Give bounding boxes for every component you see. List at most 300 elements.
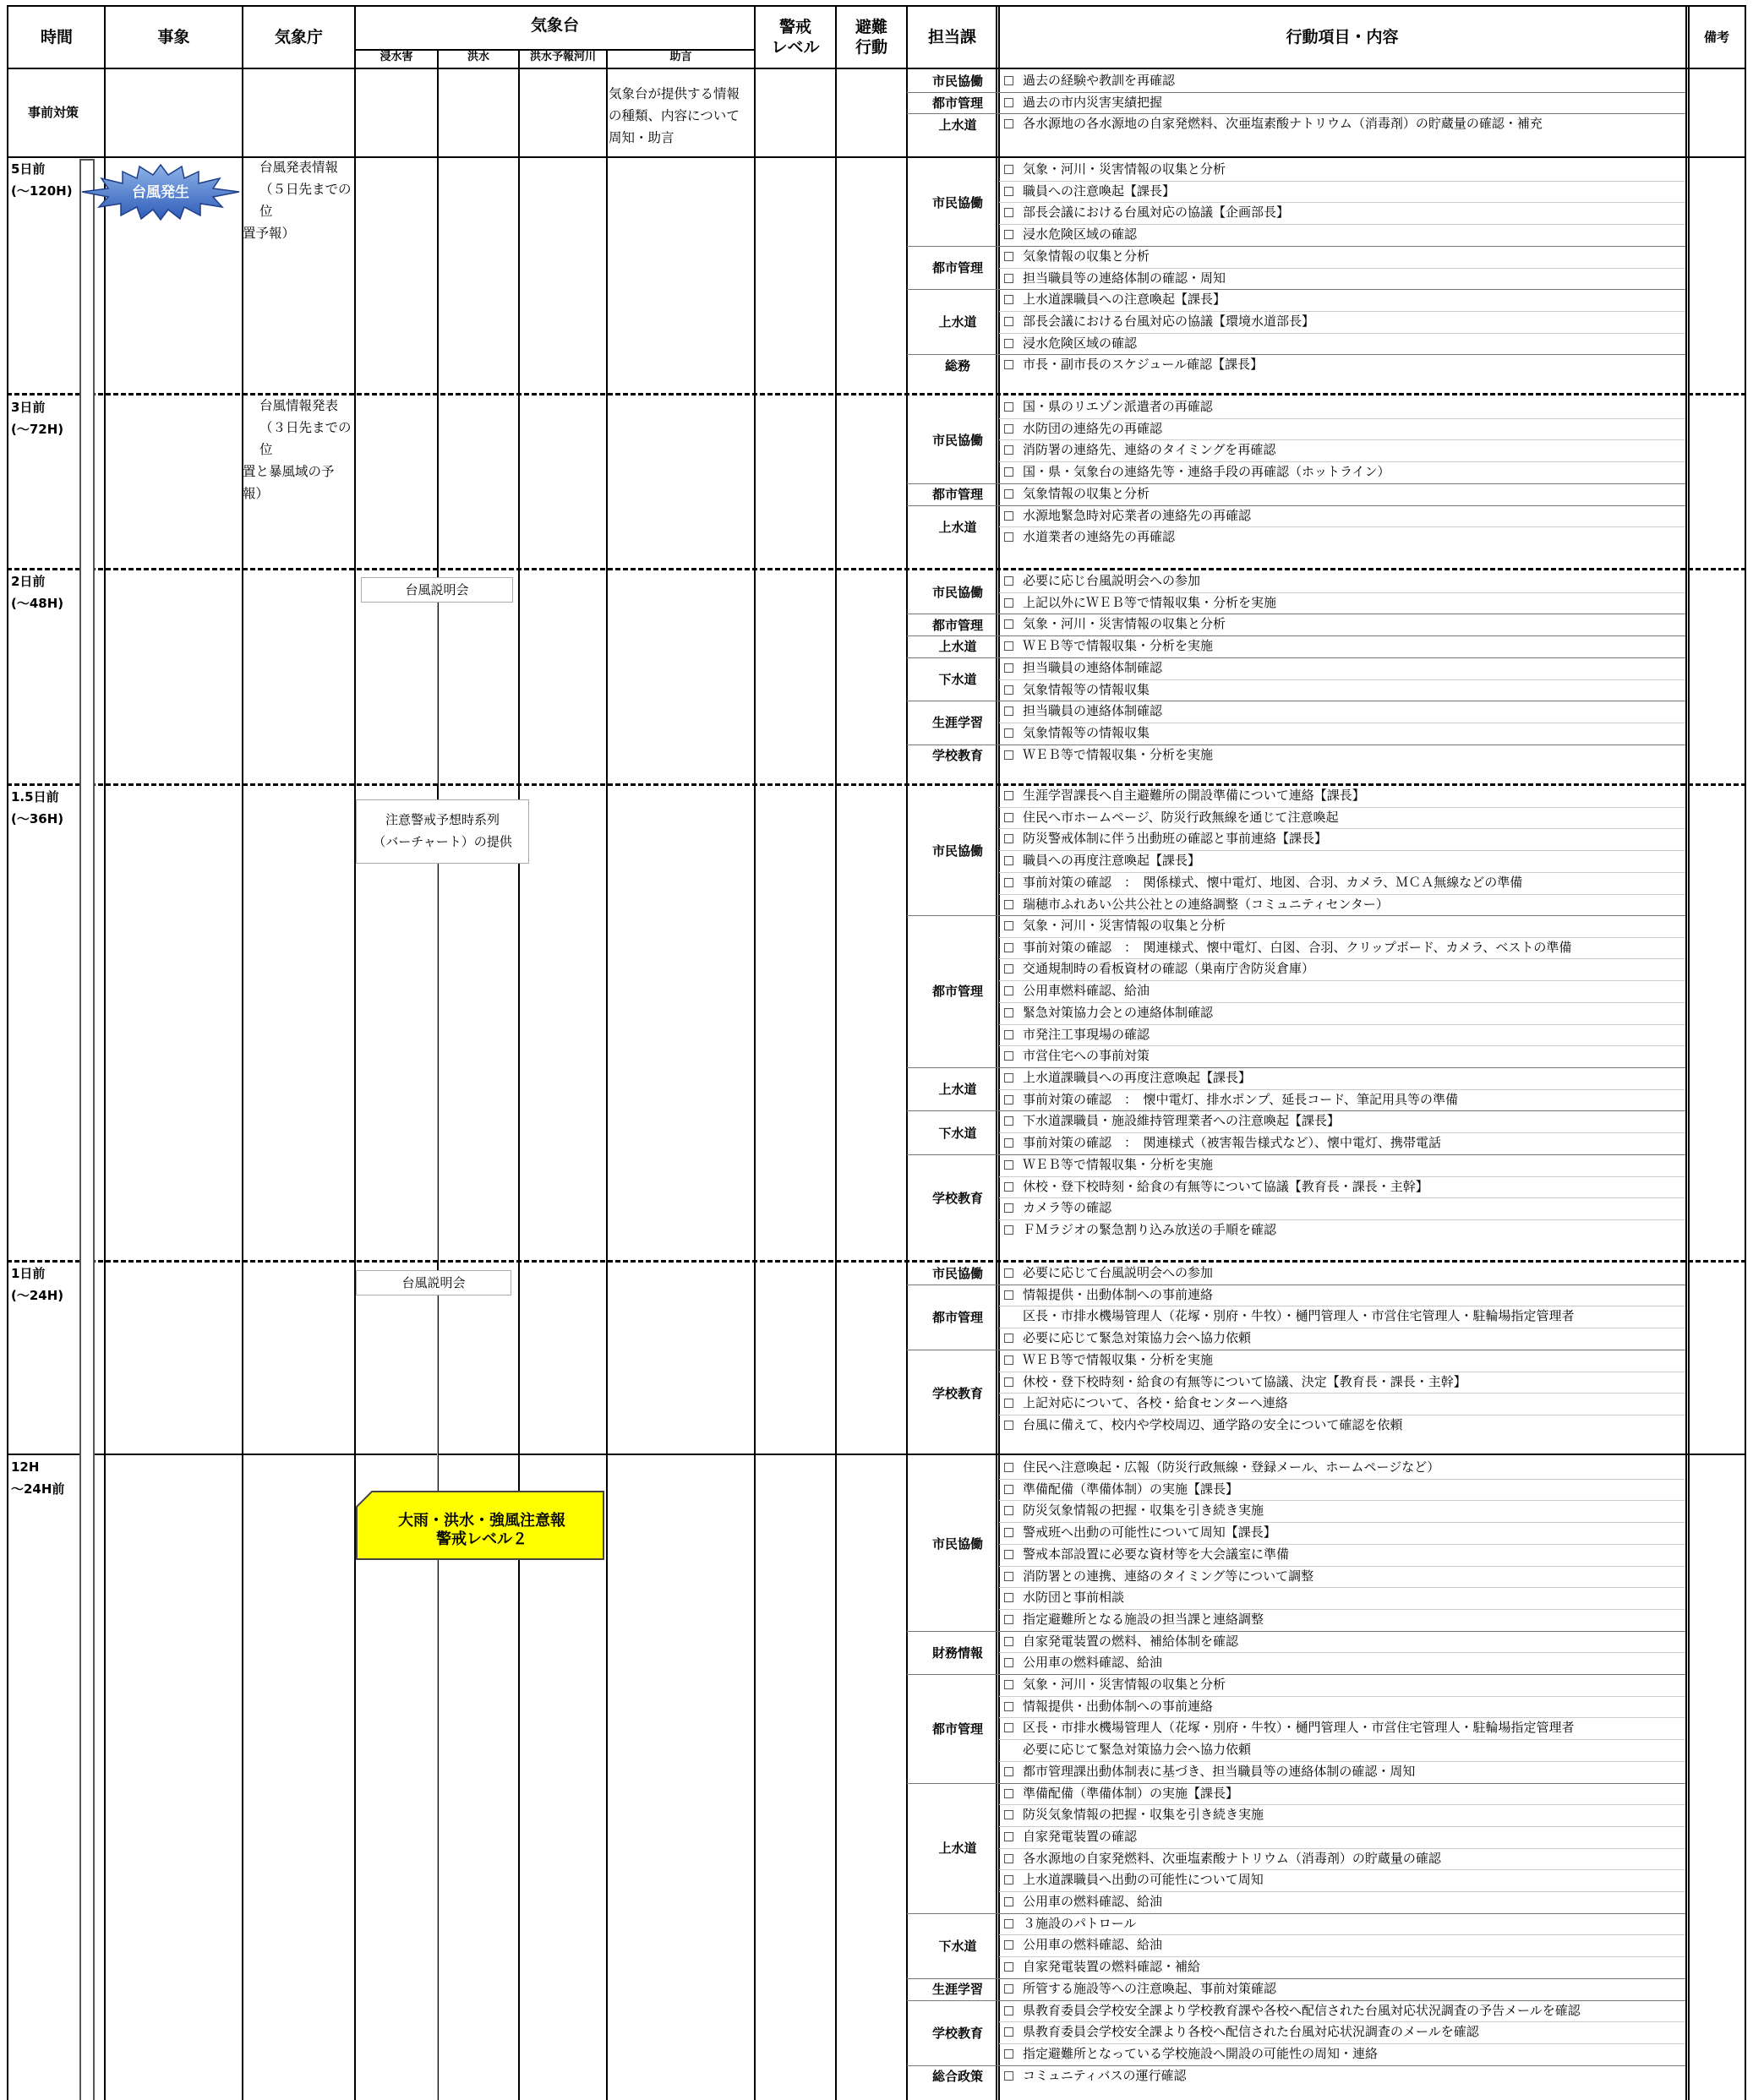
action-item: [999, 1804, 1685, 1826]
checkbox-icon[interactable]: [1004, 1572, 1013, 1581]
action-text: 過去の経験や教訓を再確認: [1023, 73, 1176, 88]
checkbox-icon[interactable]: [1004, 402, 1013, 412]
action-item: [999, 396, 1685, 418]
action-text: 準備配備（準備体制）の実施【課長】: [1023, 1785, 1239, 1801]
action-text: ＦＭラジオの緊急割り込み放送の手順を確認: [1023, 1221, 1277, 1237]
checkbox-icon[interactable]: [1004, 295, 1013, 304]
action-text: 交通規制時の看板資材の確認（巣南庁舎防災倉庫）: [1023, 961, 1315, 977]
department-label: 総合政策: [931, 2068, 983, 2084]
department-label: 上水道: [938, 519, 977, 535]
action-text: カメラ等の確認: [1023, 1200, 1112, 1216]
checkbox-icon[interactable]: [1004, 1225, 1013, 1235]
department-label: 下水道: [938, 1938, 977, 1954]
checkbox-icon[interactable]: [1004, 685, 1013, 695]
action-text: 職員への再度注意喚起【課長】: [1023, 853, 1201, 869]
department-label: 下水道: [938, 671, 977, 687]
checkbox-icon[interactable]: [1004, 1767, 1013, 1776]
action-text: 住民へ注意喚起・広報（防災行政無線・登録メール、ホームページなど）: [1023, 1459, 1440, 1475]
action-item: [999, 937, 1685, 959]
checkbox-icon[interactable]: [1004, 943, 1013, 952]
department-label: 都市管理: [931, 487, 983, 503]
header-divider: [355, 49, 755, 51]
checkbox-icon[interactable]: [1004, 813, 1013, 822]
checkbox-icon[interactable]: [1004, 119, 1013, 128]
checkbox-icon[interactable]: [1004, 2006, 1013, 2015]
department-label: 都市管理: [931, 617, 983, 633]
checkbox-icon[interactable]: [1004, 1051, 1013, 1061]
action-item: [999, 745, 1685, 766]
checkbox-icon[interactable]: [1004, 1658, 1013, 1667]
checkbox-icon[interactable]: [1004, 706, 1013, 716]
action-item: [999, 592, 1685, 614]
jma-line: 置と暴風域の予: [243, 464, 335, 479]
action-item: [999, 657, 1685, 679]
checkbox-icon[interactable]: [1004, 1290, 1013, 1300]
department-label: 学校教育: [931, 747, 983, 763]
action-item: [999, 635, 1685, 657]
checkbox-icon[interactable]: [1004, 98, 1013, 107]
action-item: [999, 526, 1685, 548]
action-item: [999, 1154, 1685, 1176]
checkbox-icon[interactable]: [1004, 1832, 1013, 1841]
checkbox-icon[interactable]: [1004, 1160, 1013, 1170]
action-text: 気象・河川・災害情報の収集と分析: [1023, 161, 1226, 177]
checkbox-icon[interactable]: [1004, 1615, 1013, 1624]
action-text: 事前対策の確認 ： 関連様式（被害報告様式など）、懐中電灯、携帯電話: [1023, 1135, 1442, 1151]
checkbox-icon[interactable]: [1004, 1008, 1013, 1017]
action-item: [999, 311, 1685, 333]
action-item: [999, 723, 1685, 745]
action-item: [999, 246, 1685, 268]
checkbox-icon[interactable]: [1004, 1789, 1013, 1798]
action-text: 事前対策の確認 ： 関連様式、懐中電灯、白図、合羽、クリップボード、カメラ、ベストの準備: [1023, 939, 1572, 955]
action-item: [999, 2065, 1685, 2087]
checkbox-icon[interactable]: [1004, 2027, 1013, 2037]
department-label: 市民協働: [931, 585, 983, 601]
action-item: [999, 1263, 1685, 1285]
section-line: [7, 1454, 1746, 1455]
checkbox-icon[interactable]: [1004, 641, 1013, 651]
checkbox-icon[interactable]: [1004, 339, 1013, 348]
action-item: [999, 1826, 1685, 1848]
department-label: 学校教育: [931, 1190, 983, 1206]
action-item: [999, 1372, 1685, 1394]
action-text: 部長会議における台風対応の協議【環境水道部長】: [1023, 313, 1315, 329]
action-text: ＷＥＢ等で情報収集・分析を実施: [1023, 1351, 1214, 1367]
typhoon-burst-icon: [80, 163, 241, 221]
department-label: 都市管理: [931, 1309, 983, 1325]
checkbox-icon[interactable]: [1004, 750, 1013, 760]
action-text: 上記対応について、各校・給食センターへ連絡: [1023, 1395, 1288, 1411]
department-label: 財務情報: [931, 1645, 983, 1661]
checkbox-icon[interactable]: [1004, 1073, 1013, 1083]
action-text: 必要に応じ台風説明会への参加: [1023, 573, 1201, 588]
action-item: [999, 1002, 1685, 1024]
action-text: 職員への注意喚起【課長】: [1023, 183, 1176, 199]
action-text: 休校・登下校時刻・給食の有無等について協議、決定【教育長・課長・主幹】: [1023, 1373, 1466, 1389]
action-item: [999, 828, 1685, 850]
action-text: 国・県・気象台の連絡先等・連絡手段の再確認（ホットライン）: [1023, 464, 1390, 480]
action-text: 生涯学習課長へ自主避難所の開設準備について連絡【課長】: [1023, 788, 1365, 803]
jma-line: 台風発表情報: [259, 160, 339, 175]
header-bottom-line: [7, 68, 1746, 69]
checkbox-icon[interactable]: [1004, 2071, 1013, 2081]
department-label: 市民協働: [931, 74, 983, 90]
action-text: 都市管理課出動体制表に基づき、担当職員等の連絡体制の確認・周知: [1023, 1763, 1416, 1779]
action-text: 気象情報の収集と分析: [1023, 485, 1150, 501]
action-text: 防災警戒体制に伴う出動班の確認と事前連絡【課長】: [1023, 831, 1328, 847]
timeseries-box: 注意警戒予想時系列 （バーチャート）の提供: [356, 799, 529, 864]
time-label: 3日前 (～72H): [11, 400, 64, 437]
advisory-level2-badge: [355, 1490, 605, 1561]
action-text: 各水源地の自家発燃料、次亜塩素酸ナトリウム（消毒剤）の貯蔵量の確認: [1023, 1850, 1441, 1866]
department-label: 学校教育: [931, 1385, 983, 1401]
checkbox-icon[interactable]: [1004, 986, 1013, 995]
action-item: [999, 807, 1685, 829]
action-text: 県教育委員会学校安全課より学校教育課や各校へ配信された台風対応状況調査の予告メールを確認: [1023, 2002, 1581, 2018]
briefing-box-2: 台風説明会: [356, 1270, 511, 1295]
checkbox-icon[interactable]: [1004, 964, 1013, 974]
action-item: [999, 2021, 1685, 2043]
action-text: 水道業者の連絡先の再確認: [1023, 529, 1176, 545]
action-item: [999, 980, 1685, 1002]
action-item: [999, 159, 1685, 181]
action-item: [999, 1132, 1685, 1154]
advisory-line-1: 大雨・洪水・強風注意報: [398, 1512, 565, 1530]
action-item: [999, 958, 1685, 980]
action-item: [999, 1566, 1685, 1588]
action-item: [999, 2000, 1685, 2022]
action-item: [999, 1587, 1685, 1609]
action-item: [999, 1393, 1685, 1415]
action-text: 過去の市内災害実績把握: [1023, 94, 1163, 110]
department-label: 上水道: [938, 117, 977, 133]
header-action: 行動項目・内容: [1286, 28, 1399, 46]
checkbox-icon[interactable]: [1004, 252, 1013, 261]
action-item: [999, 1696, 1685, 1718]
action-item: [999, 570, 1685, 592]
action-item: [999, 1500, 1685, 1522]
department-label: 都市管理: [931, 259, 983, 275]
action-text: 区長・市排水機場管理人（花塚・別府・牛牧）・樋門管理人・市営住宅管理人・駐輪場指定管理者: [1023, 1720, 1575, 1736]
subheader-inundation: 浸水害: [380, 51, 413, 63]
checkbox-icon[interactable]: [1004, 1203, 1013, 1213]
event-line: [437, 589, 438, 783]
checkbox-icon[interactable]: [1004, 467, 1013, 477]
checkbox-icon[interactable]: [1004, 2049, 1013, 2059]
checkbox-icon[interactable]: [1004, 1984, 1013, 1994]
action-text: 緊急対策協力会との連絡体制確認: [1023, 1004, 1214, 1020]
action-item: [999, 1024, 1685, 1046]
col-line: [104, 5, 106, 2100]
action-text: 瑞穂市ふれあい公共公社との連絡調整（コミュニティセンター）: [1023, 896, 1389, 912]
jma-line: 置予報）: [243, 226, 296, 241]
time-label: 1日前 (～24H): [11, 1266, 64, 1303]
action-item: [999, 224, 1685, 246]
checkbox-icon[interactable]: [1004, 1810, 1013, 1819]
checkbox-icon[interactable]: [1004, 274, 1013, 283]
checkbox-icon[interactable]: [1004, 1463, 1013, 1472]
checkbox-icon[interactable]: [1004, 1334, 1013, 1343]
checkbox-icon[interactable]: [1004, 76, 1013, 85]
checkbox-icon[interactable]: [1004, 1875, 1013, 1885]
action-text: 自家発電装置の燃料、補給体制を確認: [1023, 1633, 1239, 1649]
department-label: 上水道: [938, 1841, 977, 1857]
col-line: [1688, 5, 1690, 2100]
department-label: 上水道: [938, 1082, 977, 1098]
action-text: 部長会議における台風対応の協議【企画部長】: [1023, 205, 1290, 221]
action-item: [999, 70, 1685, 92]
action-text: 自家発電装置の燃料確認・補給: [1023, 1959, 1201, 1975]
event-line: [437, 828, 438, 1260]
action-item: [999, 1674, 1685, 1696]
checkbox-icon[interactable]: [1004, 1116, 1013, 1126]
time-label: 1.5日前 (～36H): [11, 789, 64, 826]
action-item: [999, 333, 1685, 355]
department-label: 市民協働: [931, 1536, 983, 1552]
action-item: [999, 181, 1685, 203]
action-item: [999, 1956, 1685, 1978]
action-text: コミュニティバスの運行確認: [1023, 2067, 1187, 2083]
header-event: 事象: [157, 28, 190, 46]
action-item: [999, 1652, 1685, 1674]
checkbox-icon[interactable]: [1004, 1854, 1013, 1863]
time-label: 2日前 (～48H): [11, 574, 64, 611]
action-text: 水防団の連絡先の再確認: [1023, 420, 1163, 436]
department-label: 都市管理: [931, 984, 983, 1000]
checkbox-icon[interactable]: [1004, 576, 1013, 586]
action-text: 指定避難所となる施設の担当課と連絡調整: [1023, 1611, 1264, 1627]
checkbox-icon[interactable]: [1004, 1637, 1013, 1646]
jma-info-3day: [243, 395, 354, 505]
checkbox-icon[interactable]: [1004, 728, 1013, 738]
action-item: [999, 1089, 1685, 1111]
header-remarks: 備考: [1703, 30, 1729, 45]
checkbox-icon[interactable]: [1004, 878, 1013, 887]
action-text: 担当職員等の連絡体制の確認・周知: [1023, 270, 1226, 286]
checkbox-icon[interactable]: [1004, 663, 1013, 673]
checkbox-icon[interactable]: [1004, 1702, 1013, 1711]
advice-note: 気象台が提供する情報の種類、内容について周知・助言: [609, 86, 740, 145]
header-jma: 気象庁: [274, 28, 323, 46]
action-item: [999, 268, 1685, 290]
checkbox-icon[interactable]: [1004, 1506, 1013, 1515]
col-line: [906, 5, 908, 2100]
checkbox-icon[interactable]: [1004, 1355, 1013, 1365]
col-line: [835, 5, 837, 2100]
checkbox-icon[interactable]: [1004, 1138, 1013, 1148]
action-text: ＷＥＢ等で情報収集・分析を実施: [1023, 1156, 1214, 1172]
checkbox-icon[interactable]: [1004, 1528, 1013, 1537]
jma-line: 台風情報発表: [259, 398, 339, 413]
action-text: ＷＥＢ等で情報収集・分析を実施: [1023, 746, 1214, 762]
checkbox-icon[interactable]: [1004, 1593, 1013, 1602]
action-text: 水防団と事前相談: [1023, 1590, 1125, 1606]
briefing-box-1: 台風説明会: [361, 577, 513, 603]
checkbox-icon[interactable]: [1004, 1095, 1013, 1105]
action-item: [999, 1631, 1685, 1653]
department-label: 学校教育: [931, 2025, 983, 2041]
action-item: [999, 1544, 1685, 1566]
action-text: 必要に応じて緊急対策協力会へ協力依頼: [1023, 1742, 1252, 1758]
col-line: [754, 5, 756, 2100]
action-item: [999, 505, 1685, 527]
action-item: [999, 1457, 1685, 1479]
checkbox-icon[interactable]: [1004, 511, 1013, 521]
header-level: 警戒 レベル: [771, 18, 820, 57]
checkbox-icon[interactable]: [1004, 489, 1013, 499]
action-item: [999, 1783, 1685, 1805]
jma-line: （３日先までの位: [259, 420, 352, 457]
checkbox-icon[interactable]: [1004, 1919, 1013, 1928]
action-text: 市営住宅への事前対策: [1023, 1048, 1150, 1064]
action-text: 必要に応じて台風説明会への参加: [1023, 1265, 1214, 1280]
checkbox-icon[interactable]: [1004, 900, 1013, 909]
action-item: [999, 2043, 1685, 2065]
action-text: 浸水危険区域の確認: [1023, 226, 1138, 243]
checkbox-icon[interactable]: [1004, 1399, 1013, 1408]
jma-line: （５日先までの位: [259, 182, 352, 219]
action-text: 自家発電装置の確認: [1023, 1828, 1138, 1844]
action-text: 事前対策の確認 ： 懐中電灯、排水ポンプ、延長コード、筆記用具等の準備: [1023, 1091, 1458, 1107]
action-item: [999, 202, 1685, 224]
action-item: [999, 1197, 1685, 1219]
action-item: [999, 1978, 1685, 2000]
action-text: 県教育委員会学校安全課より各校へ配信された台風対応状況調査のメールを確認: [1023, 2024, 1479, 2040]
checkbox-icon[interactable]: [1004, 1723, 1013, 1732]
action-item: [999, 1913, 1685, 1935]
department-label: 市民協働: [931, 432, 983, 448]
advisory-line-2: 警戒レベル２: [436, 1530, 527, 1548]
action-item: [999, 1717, 1685, 1739]
action-item: [999, 1219, 1685, 1241]
timeline-bar: [79, 159, 95, 2100]
checkbox-icon[interactable]: [1004, 360, 1013, 369]
action-text: ＷＥＢ等で情報収集・分析を実施: [1023, 638, 1214, 654]
checkbox-icon[interactable]: [1004, 1897, 1013, 1906]
typhoon-burst-label: 台風発生: [132, 184, 189, 201]
col-line: [518, 49, 520, 2100]
action-item: [999, 418, 1685, 440]
header-time: 時間: [40, 28, 73, 46]
action-text: 指定避難所となっている学校施設へ開設の可能性の周知・連絡: [1023, 2045, 1379, 2061]
time-label: 12H ～24H前: [11, 1459, 65, 1497]
header-evacuation: 避難 行動: [855, 18, 887, 57]
checkbox-icon[interactable]: [1004, 791, 1013, 800]
checkbox-icon[interactable]: [1004, 165, 1013, 174]
action-text: 防災気象情報の把握・収集を引き続き実施: [1023, 1807, 1264, 1823]
department-label: 上水道: [938, 639, 977, 655]
checkbox-icon[interactable]: [1004, 317, 1013, 326]
action-text: 区長・市排水機場管理人（花塚・別府・牛牧）・樋門管理人・市営住宅管理人・駐輪場指定管理者: [1023, 1308, 1575, 1324]
checkbox-icon[interactable]: [1004, 230, 1013, 239]
action-item: [999, 439, 1685, 461]
action-item: [999, 461, 1685, 483]
checkbox-icon[interactable]: [1004, 1030, 1013, 1039]
action-text: 水源地緊急時対応業者の連絡先の再確認: [1023, 507, 1252, 523]
action-text: 担当職員の連絡体制確認: [1023, 659, 1163, 675]
action-item: [999, 1350, 1685, 1372]
checkbox-icon[interactable]: [1004, 1940, 1013, 1950]
action-item: [999, 614, 1685, 635]
checkbox-icon[interactable]: [1004, 1962, 1013, 1972]
checkbox-icon[interactable]: [1004, 834, 1013, 843]
action-item: [999, 1110, 1685, 1132]
checkbox-icon[interactable]: [1004, 619, 1013, 629]
action-item: [999, 701, 1685, 723]
checkbox-icon[interactable]: [1004, 187, 1013, 196]
action-item: [999, 1415, 1685, 1437]
time-label: 事前対策: [28, 105, 79, 120]
checkbox-icon[interactable]: [1004, 532, 1013, 542]
action-item: [999, 1285, 1685, 1306]
action-text: ３施設のパトロール: [1023, 1915, 1137, 1931]
checkbox-icon[interactable]: [1004, 208, 1013, 217]
action-text: 気象・河川・災害情報の収集と分析: [1023, 918, 1226, 933]
action-item: [999, 872, 1685, 894]
action-item: [999, 1934, 1685, 1956]
jma-info-5day: [243, 156, 354, 244]
checkbox-icon[interactable]: [1004, 856, 1013, 865]
action-item: [999, 92, 1685, 114]
header-department: 担当課: [927, 28, 976, 46]
action-item: [999, 785, 1685, 807]
action-text: 上水道課職員への再度注意喚起【課長】: [1023, 1070, 1252, 1085]
header-observatory: 気象台: [530, 16, 579, 35]
action-item: [999, 483, 1685, 505]
checkbox-icon[interactable]: [1004, 1421, 1013, 1430]
action-item: [999, 1522, 1685, 1544]
department-label: 総務: [944, 357, 970, 374]
action-item: [999, 679, 1685, 701]
action-text: 公用車の燃料確認、給油: [1023, 1655, 1163, 1671]
checkbox-icon[interactable]: [1004, 445, 1013, 455]
department-label: 市民協働: [931, 194, 983, 210]
checkbox-icon[interactable]: [1004, 1182, 1013, 1192]
checkbox-icon[interactable]: [1004, 921, 1013, 930]
subheader-forecast-river: 洪水予報河川: [529, 51, 596, 63]
department-label: 生涯学習: [931, 1982, 983, 1998]
checkbox-icon[interactable]: [1004, 1377, 1013, 1387]
action-text: 上水道課職員への注意喚起【課長】: [1023, 292, 1226, 308]
department-label: 市民協働: [931, 843, 983, 859]
action-item: [999, 1306, 1685, 1328]
action-text: 上記以外にＷＥＢ等で情報収集・分析を実施: [1023, 594, 1277, 610]
action-text: 公用車燃料確認、給油: [1023, 983, 1150, 999]
checkbox-icon[interactable]: [1004, 598, 1013, 608]
action-text: 情報提供・出動体制への事前連絡: [1023, 1286, 1214, 1302]
checkbox-icon[interactable]: [1004, 1485, 1013, 1494]
checkbox-icon[interactable]: [1004, 1550, 1013, 1559]
action-text: 必要に応じて緊急対策協力会へ協力依頼: [1023, 1330, 1252, 1346]
checkbox-icon[interactable]: [1004, 1268, 1013, 1278]
checkbox-icon[interactable]: [1004, 424, 1013, 434]
action-text: 消防署の連絡先、連絡のタイミングを再確認: [1023, 442, 1276, 458]
department-label: 都市管理: [931, 95, 983, 112]
time-label: 5日前 (～120H): [11, 161, 73, 199]
action-item: [999, 1761, 1685, 1783]
checkbox-icon[interactable]: [1004, 1680, 1013, 1689]
action-text: 公用車の燃料確認、給油: [1023, 1937, 1163, 1953]
action-text: 事前対策の確認 ： 関係様式、懐中電灯、地図、合羽、カメラ、ＭＣＡ無線などの準備: [1023, 874, 1523, 890]
action-item: [999, 1045, 1685, 1067]
action-item: [999, 1479, 1685, 1501]
action-item: [999, 1891, 1685, 1913]
action-item: [999, 1067, 1685, 1089]
action-text: 警戒本部設置に必要な資材等を大会議室に準備: [1023, 1546, 1290, 1562]
action-text: 気象情報等の情報収集: [1023, 681, 1150, 697]
jma-line: 報）: [243, 486, 270, 501]
